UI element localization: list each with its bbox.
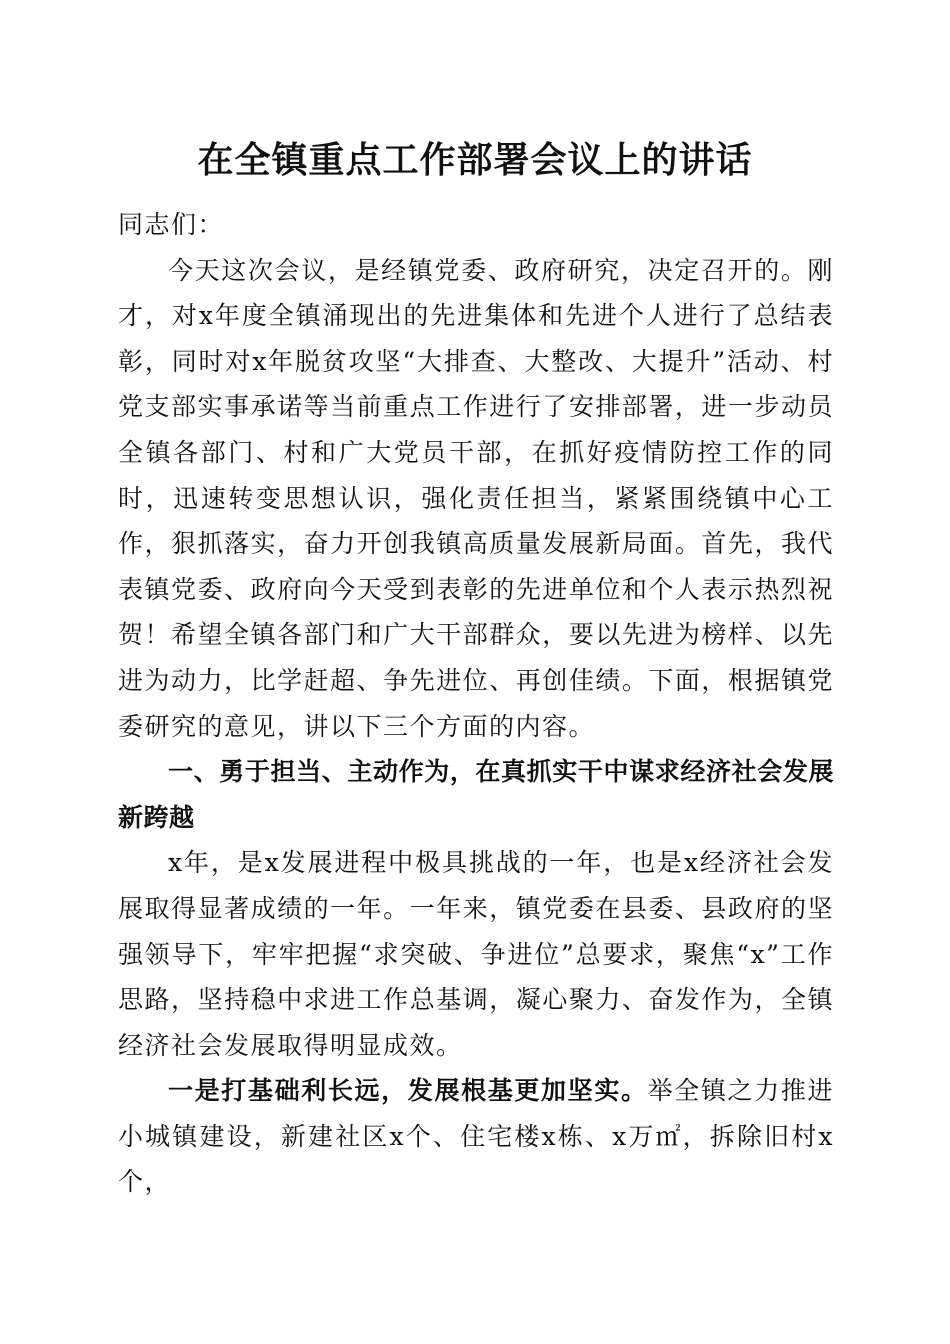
document-body <box>118 202 834 1205</box>
point-one-lead: 一是打基础利长远，发展根基更加坚实。 <box>168 1076 648 1106</box>
point-one-text: 举全镇之力推进小城镇建设，新建社区x个、住宅楼x栋、x万㎡，拆除旧村x个， <box>118 1076 834 1197</box>
intro-paragraph: 今天这次会议，是经镇党委、政府研究，决定召开的。刚才，对x年度全镇涌现出的先进集体和先进个人进行了总结表彰，同时对x年脱贫攻坚“大排查、大整改、大提升”活动、村党支部实事承诺等当前重点工作进行了安排部署，进一步动员全镇各部门、村和广大党员干部，在抓好疫情防控工作的同时，迅速转变思想认识，强化责任担当，紧紧围绕镇中心工作，狠抓落实，奋力开创我镇高质量发展新局面。首先，我代表镇党委、政府向今天受到表彰的先进单位和个人表示热烈祝贺！希望全镇各部门和广大干部群众，要以先进为榜样、以先进为动力，比学赶超、争先进位、再创佳绩。下面，根据镇党委研究的意见，讲以下三个方面的内容。 <box>118 255 834 741</box>
section-one-paragraph: x年，是x发展进程中极具挑战的一年，也是x经济社会发展取得显著成绩的一年。一年来，镇党委在县委、县政府的坚强领导下，牢牢把握“求突破、争进位”总要求，聚焦“x”工作思路，坚持稳中求进工作总基调，凝心聚力、奋发作为，全镇经济社会发展取得明显成效。 <box>118 848 834 1060</box>
section-one-heading: 一、勇于担当、主动作为，在真抓实干中谋求经济社会发展新跨越 <box>118 757 834 832</box>
salutation: 同志们： <box>118 210 225 239</box>
point-one-paragraph <box>118 1068 834 1205</box>
document-title: 在全镇重点工作部署会议上的讲话 <box>197 139 753 181</box>
